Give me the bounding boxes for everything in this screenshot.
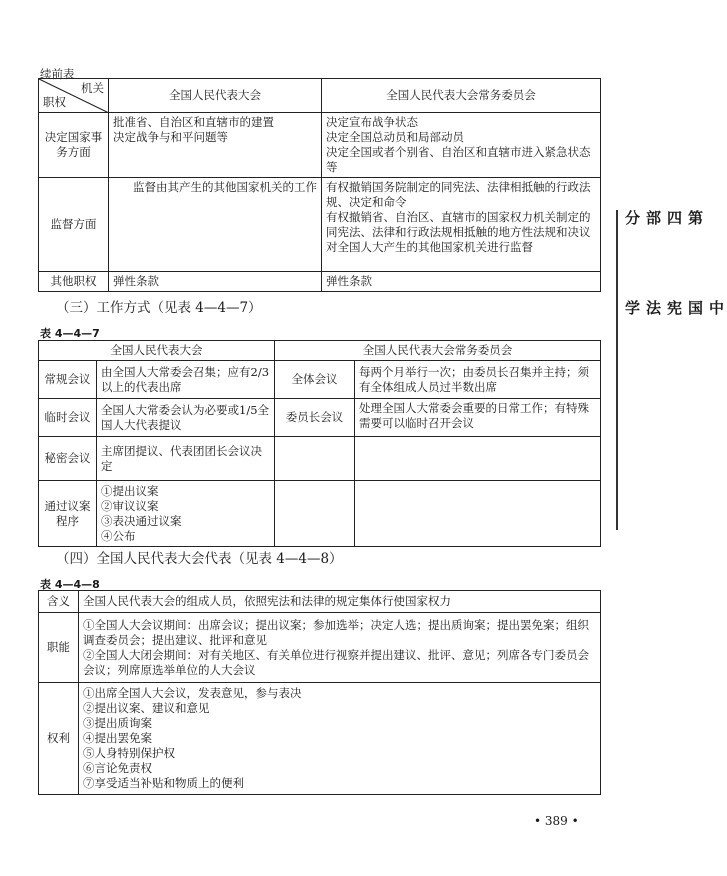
row-label: 常规会议	[39, 361, 97, 399]
table-caption: 表 4—4—8	[40, 578, 100, 591]
header-npcsc: 全国人民代表大会常务委员会	[275, 341, 601, 361]
row-label: 权利	[39, 683, 79, 795]
row-items: ①全国人大会议期间：出席会议；提出议案；参加选举；决定人选；提出质询案；提出罢免案；组织调查委员会；提出建议、批评和意见 ②全国人大闭会期间：对有关地区、有关单位进行视察并提出建议、批评、意见；列席各专门委员会会议；列席原选举单位的人大会议	[79, 613, 601, 683]
corner-bottom: 职权	[43, 95, 66, 109]
cell-npc: 批准省、自治区和直辖市的建置 决定战争与和平问题等	[109, 113, 322, 178]
right-label: 全体会议	[275, 361, 355, 399]
row-label: 决定国家事务方面	[39, 113, 109, 178]
table-continued	[38, 78, 601, 292]
row-items: ①提出议案 ②审议议案 ③表决通过议案 ④公布	[97, 481, 275, 547]
row-label: 监督方面	[39, 178, 109, 272]
corner-top: 机关	[81, 81, 104, 95]
side-tab-part: 第四部分	[623, 210, 704, 227]
row-text: 全国人大常委会认为必要或1/5全国人大代表提议	[97, 399, 275, 437]
header-npc: 全国人民代表大会	[39, 341, 275, 361]
row-text: 由全国人大常委会召集；应有2/3以上的代表出席	[97, 361, 275, 399]
row-label: 临时会议	[39, 399, 97, 437]
empty-cell	[355, 437, 601, 481]
row-label: 职能	[39, 613, 79, 683]
section-heading-3: （三）工作方式（见表 4—4—7）	[56, 300, 262, 316]
row-items: ①出席全国人大会议，发表意见，参与表决 ②提出议案、建议和意见 ③提出质询案 ④提出罢免案 ⑤人身特别保护权 ⑥言论免责权 ⑦享受适当补贴和物质上的便利	[79, 683, 601, 795]
col-header-npcsc: 全国人民代表大会常务委员会	[322, 79, 601, 113]
corner-header	[39, 79, 109, 113]
row-label: 秘密会议	[39, 437, 97, 481]
right-text: 每两个月举行一次；由委员长召集并主持；须有全体组成人员过半数出席	[355, 361, 601, 399]
right-label: 委员长会议	[275, 399, 355, 437]
row-label: 通过议案程序	[39, 481, 97, 547]
row-text: 全国人民代表大会的组成人员，依照宪法和法律的规定集体行使国家权力	[79, 591, 601, 613]
row-label: 其他职权	[39, 272, 109, 292]
table-4-4-7	[38, 340, 601, 547]
cell-npcsc: 决定宣布战争状态 决定全国总动员和局部动员 决定全国或者个别省、自治区和直辖市进入紧急状态等	[322, 113, 601, 178]
cell-npc: 弹性条款	[109, 272, 322, 292]
table-4-4-8	[38, 590, 601, 795]
empty-cell	[355, 481, 601, 547]
cell-npcsc: 有权撤销国务院制定的同宪法、法律相抵触的行政法规、决定和命令 有权撤销省、自治区、直辖市的国家权力机关制定的同宪法、法律和行政法规相抵触的地方性法规和决议 对全国人大产生的其他国家机关进行监督	[322, 178, 601, 272]
row-label: 含义	[39, 591, 79, 613]
right-text: 处理全国人大常委会重要的日常工作；有特殊需要可以临时召开会议	[355, 399, 601, 437]
table-caption: 表 4—4—7	[40, 327, 100, 340]
side-tab-subject: 中国宪法学	[623, 300, 725, 317]
row-text: 主席团提议、代表团团长会议决定	[97, 437, 275, 481]
cell-npcsc: 弹性条款	[322, 272, 601, 292]
side-tab-bar	[616, 210, 618, 530]
empty-cell	[275, 437, 355, 481]
col-header-npc: 全国人民代表大会	[109, 79, 322, 113]
empty-cell	[275, 481, 355, 547]
cell-npc: 监督由其产生的其他国家机关的工作	[109, 178, 322, 272]
continued-label: 续前表	[40, 67, 75, 81]
section-heading-4: （四）全国人民代表大会代表（见表 4—4—8）	[56, 551, 343, 567]
page-number: • 389 •	[534, 814, 579, 828]
